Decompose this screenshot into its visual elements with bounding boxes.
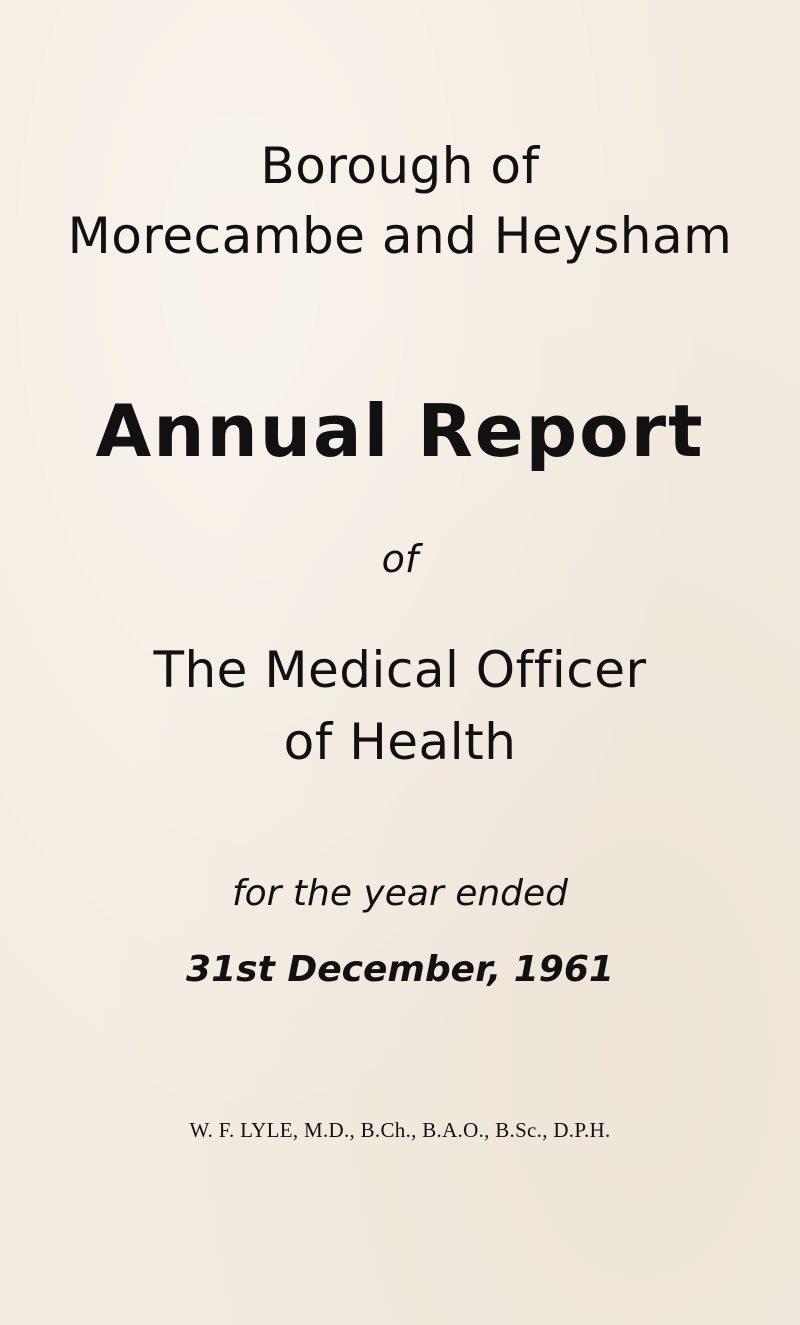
- period-date: 31st December, 1961: [186, 949, 614, 990]
- report-subject-line-1: The Medical Officer: [153, 641, 647, 699]
- borough-title: Borough of: [260, 137, 540, 195]
- report-subject-line-2: of Health: [283, 713, 517, 771]
- town-title: Morecambe and Heysham: [67, 207, 733, 265]
- connector-text: of: [381, 537, 419, 581]
- author-credentials: W. F. LYLE, M.D., B.Ch., B.A.O., B.Sc., D.P.H.: [189, 1118, 611, 1142]
- period-intro: for the year ended: [231, 873, 569, 914]
- report-heading: Annual Report: [95, 389, 705, 473]
